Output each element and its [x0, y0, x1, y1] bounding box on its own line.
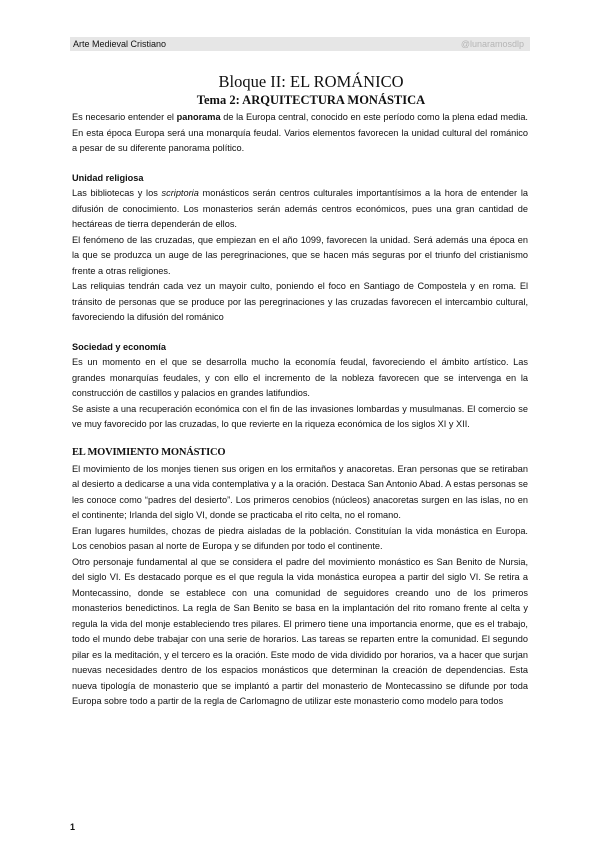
sociedad-heading: Sociedad y economía	[72, 341, 166, 352]
unidad-italic-term: scriptoria	[161, 188, 199, 198]
unidad-text-b: monásticos serán centros culturales importantísimos a la hora de entender la difusión de conocimiento. Los monasterios serán además centros económicos, pues una gran cantidad de hectáreas de tierra dependerán de ellos.	[72, 188, 528, 229]
block-title: Bloque II: EL ROMÁNICO	[218, 72, 404, 91]
movimiento-paragraph-2: Eran lugares humildes, chozas de piedra aisladas de la población. Constituían la vida monástica en Europa. Los cenobios pasan al norte de Europa y se difunden por todo el continente.	[72, 525, 528, 551]
unidad-text-a: Las bibliotecas y los	[72, 188, 162, 198]
intro-bold-term: panorama	[176, 112, 221, 122]
movimiento-paragraph-1: El movimiento de los monjes tienen sus origen en los ermitaños y anacoretas. Eran personas que se retiraban al desierto a dedicarse a una vida contemplativa y a la oración. Destaca San Antonio Abad. A estas personas se les conoce como “padres del desierto”. Los primeros cenobios (núcleos) anacoretas surgen en las islas, no en el continente; Irlanda del siglo VI, donde se practicaba el rito celta, no el romano.	[72, 463, 528, 520]
unidad-paragraph-3: Las reliquias tendrán cada vez un mayoir culto, poniendo el foco en Santiago de Compostela y en roma. El tránsito de personas que se produce por las peregrinaciones y las cruzadas favorecen el intercambio cultural, favoreciendo la difusión del románico	[72, 281, 528, 322]
header-author-handle: @lunaramosdlp	[460, 39, 524, 49]
movimiento-paragraph-3: Otro personaje fundamental al que se considera el padre del movimiento monástico es San Benito de Nursia, del siglo VI. Es destacado porque es el que regula la vida monástica europea a partir del siglo VI. Se retira a Montecassino, donde se establece con una comunidad de seguidores creando uno de los primeros monasterios benedictinos. La regla de San Benito se basa en la implantación del rito romano frente al celta y regula la vida del monje estableciendo tres pilares. El primero tiene una importancia enorme, que es el trabajo, todo el mundo debe trabajar con una serie de horarios. Las tareas se reparten entre la comunidad. El segundo pilar es la meditación, y el tercero es la oración. Este modo de vida dividido por horarios, va a hacer que surjan nuevas necesidades dentro de los espacios monásticos que determinan la creación de dependencias. Esta nueva tipología de monasterio que se implantó a partir del monasterio de Montecassino se difunde por toda Europa sobre todo a partir de la regla de Carlomagno de utilizar este monasterio como modelo para todos	[72, 556, 528, 706]
page-header	[70, 37, 530, 51]
sociedad-paragraph-1: Es un momento en el que se desarrolla mucho la economía feudal, favoreciendo el ámbito artístico. Las grandes monarquías feudales, y con ello el incremento de la nobleza favorecen que se intervenga en la construcción de castillos y palacios en grandes latifundios.	[72, 357, 528, 398]
sociedad-paragraph-2: Se asiste a una recuperación económica con el fin de las invasiones lombardas y musulmanas. El comercio se ve muy favorecido por las cruzadas, lo que revierte en la riqueza económica de los siglos XI y XII.	[72, 403, 528, 429]
intro-text-a: Es necesario entender el	[72, 112, 177, 122]
topic-title: Tema 2: ARQUITECTURA MONÁSTICA	[196, 93, 426, 107]
header-course-title: Arte Medieval Cristiano	[73, 39, 167, 49]
unidad-heading: Unidad religiosa	[72, 172, 144, 183]
page-number: 1	[70, 822, 76, 832]
unidad-paragraph-2: El fenómeno de las cruzadas, que empiezan en el año 1099, favorecen la unidad. Será además una época en la que se produzca un auge de las peregrinaciones, que se hacen más seguras por el triunfo del cristianismo frente a otras religiones.	[72, 234, 528, 276]
intro-text-b: de la Europa central, conocido en este período como la plena edad media. En esta época Europa será una monarquía feudal. Varios elementos favorecen la unidad cultural del románico a pesar de su diferente panorama político.	[72, 112, 528, 153]
document-body	[72, 72, 528, 710]
intro-paragraph	[72, 110, 528, 157]
unidad-paragraph-1	[72, 186, 528, 233]
movimiento-heading: EL MOVIMIENTO MONÁSTICO	[72, 446, 226, 458]
